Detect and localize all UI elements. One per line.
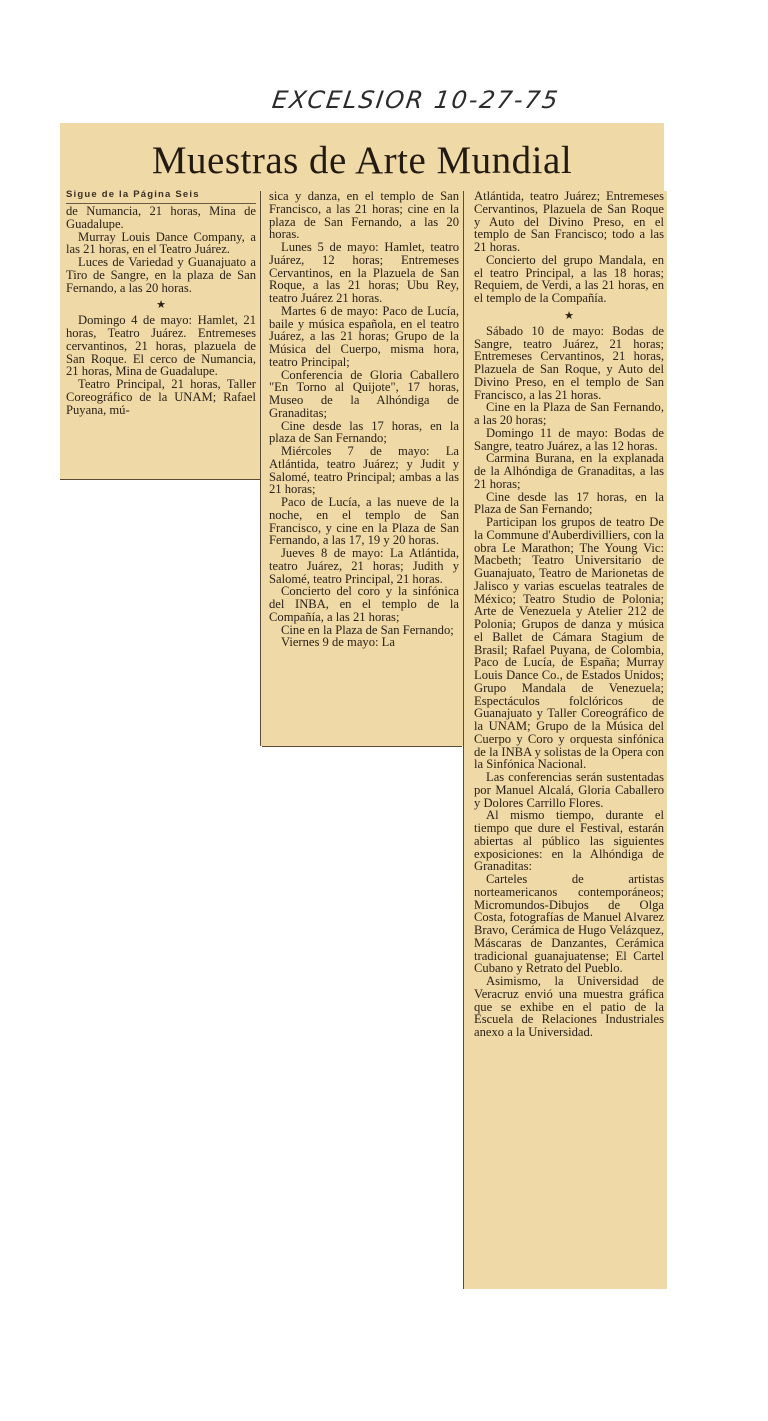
article-paragraph: de Numancia, 21 horas, Mina de Guadalupe. (66, 204, 256, 231)
article-paragraph: Carmina Burana, en la explanada de la Alhóndiga de Granaditas, a las 21 horas; (474, 451, 664, 491)
article-paragraph: Carteles de artistas norteamericanos contemporáneos; Micromundos-Dibujos de Olga Costa, fotografías de Manuel Alvarez Bravo, Cerámica de Hugo Velázquez, Máscaras de Danzantes, Cerámica tradicional guanajuatense; El Cartel Cubano y Retrato del Pueblo. (474, 872, 664, 976)
article-paragraph: Domingo 4 de mayo: Hamlet, 21 horas, Teatro Juárez. Entremeses cervantinos, 21 horas, plazuela de San Roque. El cerco de Numancia, 21 horas, Mina de Guadalupe. (66, 313, 256, 379)
article-paragraph: Atlántida, teatro Juárez; Entremeses Cervantinos, Plazuela de San Roque y Auto del Divino Preso, en el templo de San Francisco; todo a las 21 horas. (474, 189, 664, 254)
article-headline: Muestras de Arte Mundial (151, 139, 573, 182)
article-column-1 (66, 205, 256, 416)
article-paragraph: Jueves 8 de mayo: La Atlántida, teatro Juárez, 21 horas; Judith y Salomé, teatro Principal, 21 horas. (269, 546, 459, 586)
article-paragraph: Concierto del coro y la sinfónica del INBA, en el templo de la Compañía, a las 21 horas; (269, 584, 459, 624)
column-divider-1 (260, 191, 261, 746)
article-column-3 (474, 190, 664, 1039)
article-paragraph: Murray Louis Dance Company, a las 21 horas, en el Teatro Juárez. (66, 229, 256, 257)
column-divider-2 (463, 191, 464, 1289)
article-paragraph: Cine en la Plaza de San Fernando, a las 20 horas; (474, 400, 664, 427)
article-paragraph: Concierto del grupo Mandala, en el teatro Principal, a las 18 horas; Requiem, de Verdi, a las 21 horas, en el templo de la Compañía. (474, 252, 664, 305)
article-paragraph: Cine desde las 17 horas, en la Plaza de San Fernando; (474, 489, 664, 517)
article-paragraph: Lunes 5 de mayo: Hamlet, teatro Juárez, 12 horas; Entremeses Cervantinos, en la Plazuela de San Roque, a las 21 horas; Ubu Rey, teatro Juárez 21 horas. (269, 240, 459, 305)
article-paragraph: Teatro Principal, 21 horas, Taller Coreográfico de la UNAM; Rafael Puyana, mú- (66, 377, 256, 417)
article-paragraph: Cine en la Plaza de San Fernando; (281, 622, 454, 637)
article-paragraph: Asimismo, la Universidad de Veracruz envió una muestra gráfica que se exhibe en el patio de la Escuela de Relaciones Industriales anexo a la Universidad. (474, 974, 664, 1039)
article-paragraph: Sábado 10 de mayo: Bodas de Sangre, teatro Juárez, 21 horas; Entremeses Cervantinos, 21 horas, Plazuela de San Roque, y Auto del Divino Preso, en el templo de San Francisco, a las 21 horas. (474, 323, 664, 402)
article-paragraph: Paco de Lucía, a las nueve de la noche, en el templo de San Francisco, y cine en la Plaza de San Fernando, a las 17, 19 y 20 horas. (269, 495, 459, 548)
column-2-end-rule (262, 746, 462, 747)
article-paragraph: Miércoles 7 de mayo: La Atlántida, teatro Juárez; y Judit y Salomé, teatro Principal; ambas a las 21 horas; (269, 444, 459, 497)
article-paragraph: Cine desde las 17 horas, en la plaza de San Fernando; (269, 418, 459, 446)
article-paragraph: Viernes 9 de mayo: La (281, 635, 395, 650)
article-paragraph: Domingo 11 de mayo: Bodas de Sangre, teatro Juárez, a las 12 horas. (474, 425, 664, 453)
column-1-end-rule (60, 479, 260, 480)
section-star-divider: ★ (156, 299, 166, 312)
article-paragraph: Participan los grupos de teatro De la Commune d'Auberdivilliers, con la obra Le Marathon; The Young Vic: Macbeth; Teatro Universitario de Guanajuato, Teatro de Marionetas de Jalisco y varias escuelas teatrales de México; Teatro Studio de Polonia; Arte de Venezuela y Atelier 212 de Polonia; Grupos de danza y música el Ballet de Cámara Stagium de Brasil; Rafael Puyana, de Colombia, Paco de Lucía, de España; Murray Louis Dance Co., de Estados Unidos; Grupo Mandala de Venezuela; Espectáculos folclóricos de Guanajuato y Taller Coreográfico de la UNAM; Grupo de la Música del Cuerpo y Coro y orquesta sinfónica de la INBA y solistas de la Opera con la Sinfónica Nacional. (474, 515, 664, 772)
article-paragraph: Las conferencias serán sustentadas por Manuel Alcalá, Gloria Caballero y Dolores Carrillo Flores. (474, 770, 664, 810)
continued-from-label: Sigue de la Página Seis (66, 189, 256, 204)
article-paragraph: Conferencia de Gloria Caballero "En Torno al Quijote", 17 horas, Museo de la Alhóndiga de Granaditas; (269, 367, 459, 420)
article-paragraph: Martes 6 de mayo: Paco de Lucía, baile y música española, en el teatro Juárez, a las 21 horas; Grupo de la Música del Cuerpo, misma hora, teatro Principal; (269, 303, 459, 369)
article-paragraph: Al mismo tiempo, durante el tiempo que dure el Festival, estarán abiertas al público las siguientes exposiciones: en la Alhóndiga de Granaditas: (474, 808, 664, 874)
article-paragraph: sica y danza, en el templo de San Francisco, a las 21 horas; cine en la plaza de San Fernando, a las 20 horas. (269, 189, 459, 242)
article-column-2 (269, 190, 459, 649)
section-star-divider: ★ (564, 309, 574, 322)
article-paragraph: Luces de Variedad y Guanajuato a Tiro de Sangre, en la plaza de San Fernando, a las 20 horas. (66, 255, 256, 295)
handwritten-source-note: EXCELSIOR 10-27-75 (270, 86, 562, 114)
